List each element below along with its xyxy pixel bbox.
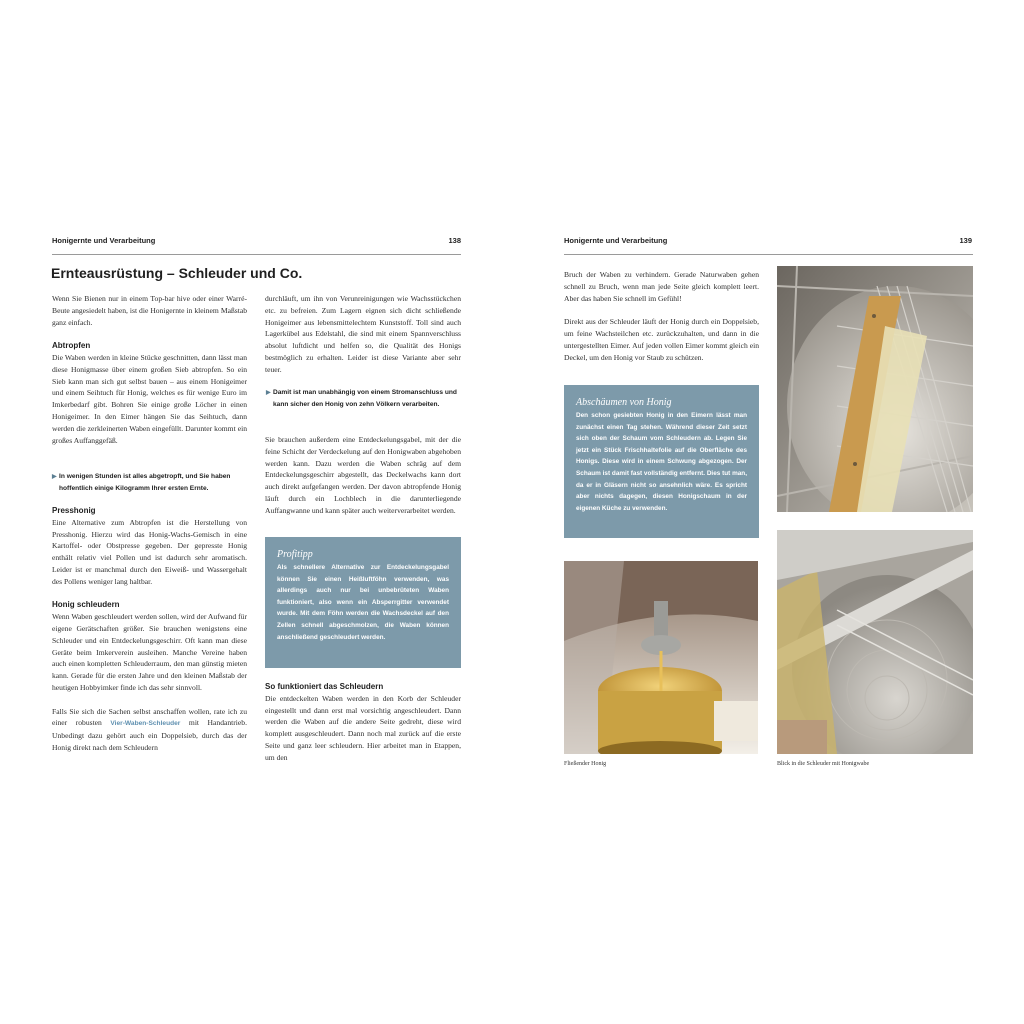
page-number-right: 139: [959, 236, 972, 245]
right-column-text: [564, 269, 759, 363]
left-column-2: [265, 293, 461, 376]
heading-honig-schleudern: Honig schleudern: [52, 600, 120, 610]
intro-paragraph: Wenn Sie Bienen nur in einem Top-bar hive oder einer Warré-Beute angesiedelt haben, ist die Honigernte in kleinem Maßstab ganz einfach.: [52, 294, 247, 327]
bullet-triangle-icon: ▶: [266, 390, 271, 396]
header-rule-left: [52, 254, 461, 255]
highlight-vier-waben-schleuder: Vier-Waben-Schleuder: [110, 720, 181, 728]
bullet-triangle-icon: ▶: [52, 474, 57, 480]
abschaeumen-title: Abschäumen von Honig: [576, 397, 672, 408]
bullet-stromanschluss: [266, 387, 461, 411]
heading-abtropfen: Abtropfen: [52, 341, 91, 351]
falls-text-2: mit Handantrieb. Unbedingt dazu gehört auch ein Doppelsieb, durch das der Honig direkt nach dem Schleudern: [52, 718, 247, 752]
paragraph-presshonig: Eine Alternative zum Abtropfen ist die Herstellung von Presshonig. Hierzu wird das Honig-Wachs-Gemisch in eine Kartoffel- oder Obstpresse gegeben. Der gepresste Honig enthält relativ viel Pollen und ist dadurch sehr aromatisch. Leider ist er manchmal durch den Eiweiß- und Wassergehalt des Pollens weniger lang haltbar.: [52, 517, 247, 586]
photo-honey-flowing: [564, 561, 758, 754]
paragraph-bruch: Bruch der Waben zu verhindern. Gerade Naturwaben gehen schnell zu Bruch, wenn man jede Seite gleich komplett leert. Aber das haben Sie schnell im Gefühl!: [564, 270, 759, 303]
left-column-1-lower: [52, 505, 247, 754]
running-header-right: Honigernte und Verarbeitung: [564, 236, 668, 245]
paragraph-abtropfen: Die Waben werden in kleine Stücke geschnitten, dann lässt man diese Honigmasse über einem großen Sieb abtropfen. So ein Sieb kann man sich gut selbst bauen – aus einem Honigeimer und einem Seihtuch für Honig, welches es für wenige Euro im Imkerbedarf gibt. Bohren Sie einige große Löcher in einen Honigeimer. In den Eimer hängen Sie das Seihtuch, dann werden die zerkleinerten Waben eingefüllt. Darunter kommt ein großes Auffanggefäß.: [52, 352, 247, 445]
bullet-text: Damit ist man unabhängig von einem Stromanschluss und kann sicher den Honig von zehn Völkern verarbeiten.: [273, 389, 457, 408]
paragraph-entdeckelung: Sie brauchen außerdem eine Entdeckelungsgabel, mit der die feine Schicht der Verdeckelung auf den Honigwaben abgehoben werden kann. Dazu werden die Waben schräg auf dem Entdeckelungsgeschirr abgestellt, das Deckelwachs kann dort auch direkt aufgefangen werden. Der davon abtropfende Honig läuft durch ein Lochblech in die darunterliegende Auffangwanne und kann später auch weiterverarbeitet werden.: [265, 435, 461, 515]
paragraph-lagern: durchläuft, um ihn von Verunreinigungen wie Wachsstückchen etc. zu befreien. Zum Lagern eignen sich dicht schließende Honigeimer aus lebensmittelechtem Kunststoff. Toll sind auch Lagerkübel aus Edelstahl, die sind mit einem Spannverschluss absolut luftdicht und helfen so, die Qualität des Honigs bestmöglich zu erhalten. Leider ist diese Variante aber sehr teuer.: [265, 294, 461, 374]
caption-extractor-interior: Blick in die Schleuder mit Honigwabe: [777, 761, 870, 767]
paragraph-schleudern: Wenn Waben geschleudert werden sollen, wird der Aufwand für eigene Gerätschaften größer. Sie brauchen wenigstens eine Schleuder und ein Entdeckelungsgeschirr. Oft kann man diese Geräte beim Imkerverein ausleihen. Manche Vereine haben auch einen kompletten Schleuderraum, den man günstig mieten kann. Gerade für die ersten Jahre und den kleinen Maßstab der heutigen Hobbyimker finde ich das sehr sinnvoll.: [52, 612, 247, 692]
profitipp-body: Als schnellere Alternative zur Entdeckelungsgabel können Sie einen Heißluftföhn verwenden, was allerdings auch nur bei unbebrüteten Waben funktioniert, also wenn ein Absperrgitter verwendet wurde. Mit dem Föhn werden die Wachsdeckel auf den Zellen schnell abgeschmolzen, die Waben können anschließend geschleudert werden.: [277, 564, 449, 641]
running-header-left: Honigernte und Verarbeitung: [52, 236, 156, 245]
left-column-2-lower: [265, 681, 461, 764]
caption-honey-flowing: Fließender Honig: [564, 761, 607, 767]
page-title: Ernteausrüstung – Schleuder und Co.: [51, 265, 303, 281]
heading-so-funktioniert: So funktioniert das Schleudern: [265, 682, 384, 691]
header-rule-right: [564, 254, 973, 255]
profitipp-title: Profitipp: [277, 549, 313, 560]
photo-extractor-interior: [777, 530, 973, 754]
paragraph-falls: [52, 706, 247, 754]
bullet-abgetropft: [52, 471, 249, 495]
abschaeumen-box: [564, 385, 759, 538]
profitipp-box: [265, 537, 461, 668]
page-number-left: 138: [448, 236, 461, 245]
falls-text-1: Falls Sie sich die Sachen selbst anschaffen wollen, rate ich zu einer robusten: [52, 706, 247, 728]
left-column-1: [52, 293, 247, 446]
photo-extractor-frame: [777, 266, 973, 512]
paragraph-doppelsieb: Direkt aus der Schleuder läuft der Honig durch ein Doppelsieb, um feine Wachsteilchen etc. zurückzuhalten, und dann in die untergestellten Eimer. Auf jeden vollen Eimer kommt gleich ein Deckel, um den Honig vor Staub zu schützen.: [564, 317, 759, 362]
left-column-2-mid: [265, 434, 461, 517]
heading-presshonig: Presshonig: [52, 506, 96, 515]
abschaeumen-body: Den schon gesiebten Honig in den Eimern lässt man zunächst einen Tag stehen. Während dieser Zeit setzt sich oben der Schaum vom Schleudern ab. Legen Sie jetzt ein Stück Frischhaltefolie auf die Oberfläche des Honigs. Diese wird in einem Schwung abgezogen. Der Schaum ist damit fast vollständig entfernt. Dies tut man, da er in Gläsern nicht so ansehnlich wäre. Es spricht aber nichts dagegen, diesen Honigschaum in der eigenen Küche zu verwenden.: [576, 412, 747, 512]
paragraph-so-funktioniert: Die entdeckelten Waben werden in den Korb der Schleuder eingestellt und dann erst mal vorsichtig angeschleudert. Dann werden die Waben auf die andere Seite gedreht, diese wird komplett ausgeschleudert. Dann noch mal zurück auf die erste Seite und ganz leer schleudern. Hier arbeitet man in Etappen, um den: [265, 693, 461, 762]
bullet-text: In wenigen Stunden ist alles abgetropft, und Sie haben hoffentlich einige Kilogramm Ihrer ersten Ernte.: [59, 473, 231, 492]
